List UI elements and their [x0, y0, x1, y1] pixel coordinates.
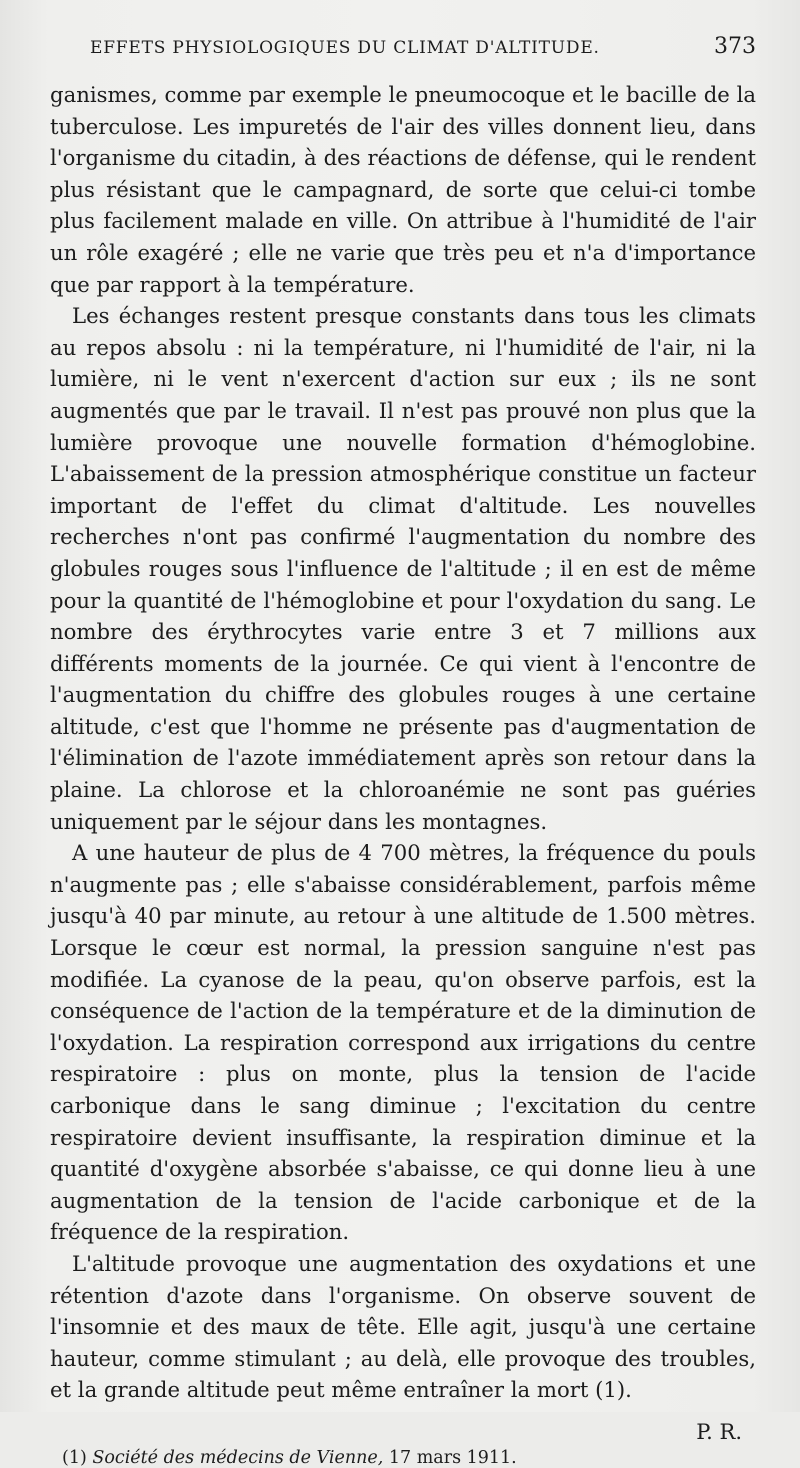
running-title: EFFETS PHYSIOLOGIQUES DU CLIMAT D'ALTITUDE. — [90, 38, 600, 58]
running-header — [50, 34, 756, 59]
footnote-date: 17 mars 1911. — [388, 1447, 517, 1468]
footnote-source: Société des médecins de Vienne, — [92, 1447, 384, 1468]
footnote-marker: (1) — [62, 1447, 87, 1468]
paragraph-3: A une hauteur de plus de 4 700 mètres, la fréquence du pouls n'augmente pas ; elle s'abaisse considérablement, parfois même jusqu'à 40 par minute, au retour à une altitude de 1.500 mètres. Lorsque le cœur est normal, la pression sanguine n'est pas modifiée. La cyanose de la peau, qu'on observe parfois, est la conséquence de l'action de la température et de la diminution de l'oxydation. La respiration correspond aux irrigations du centre respiratoire : plus on monte, plus la tension de l'acide carbonique dans le sang diminue ; l'excitation du centre respiratoire devient insuffisante, la respiration diminue et la quantité d'oxygène absorbée s'abaisse, ce qui donne lieu à une augmentation de la tension de l'acide carbonique et de la fréquence de la respiration. — [50, 840, 756, 1245]
page-number: 373 — [714, 34, 756, 59]
paragraph-2: Les échanges restent presque constants dans tous les climats au repos absolu : ni la température, ni l'humidité de l'air, ni la lumière, ni le vent n'exercent d'action sur eux ; ils ne sont augmentés que par le travail. Il n'est pas prouvé non plus que la lumière provoque une nouvelle formation d'hémoglobine. L'abaissement de la pression atmosphérique constitue un facteur important de l'effet du climat d'altitude. Les nouvelles recherches n'ont pas confirmé l'augmentation du nombre des globules rouges sous l'influence de l'altitude ; il en est de même pour la quantité de l'hémoglobine et pour l'oxydation du sang. Le nombre des érythrocytes varie entre 3 et 7 millions aux différents moments de la journée. Ce qui vient à l'encontre de l'augmentation du chiffre des globules rouges à une certaine altitude, c'est que l'homme ne présente pas d'augmentation de l'élimination de l'azote immédiatement après son retour dans la plaine. La chlorose et la chloroanémie ne sont pas guéries uniquement par le séjour dans les montagnes. — [50, 303, 756, 834]
paragraph-1: ganismes, comme par exemple le pneumocoque et le bacille de la tuberculose. Les impuretés de l'air des villes donnent lieu, dans l'organisme du citadin, à des réactions de défense, qui le rendent plus résistant que le campagnard, de sorte que celui-ci tombe plus facilement malade en ville. On attribue à l'humidité de l'air un rôle exagéré ; elle ne varie que très peu et n'a d'importance que par rapport à la température. — [50, 82, 756, 297]
body-text — [50, 79, 756, 1406]
footnote — [50, 1448, 756, 1468]
author-initials: P. R. — [696, 1419, 742, 1444]
paragraph-4: L'altitude provoque une augmentation des oxydations et une rétention d'azote dans l'organisme. On observe souvent de l'insomnie et des maux de tête. Elle agit, jusqu'à une certaine hauteur, comme stimulant ; au delà, elle provoque des troubles, et la grande altitude peut même entraîner la mort (1). — [50, 1250, 756, 1403]
